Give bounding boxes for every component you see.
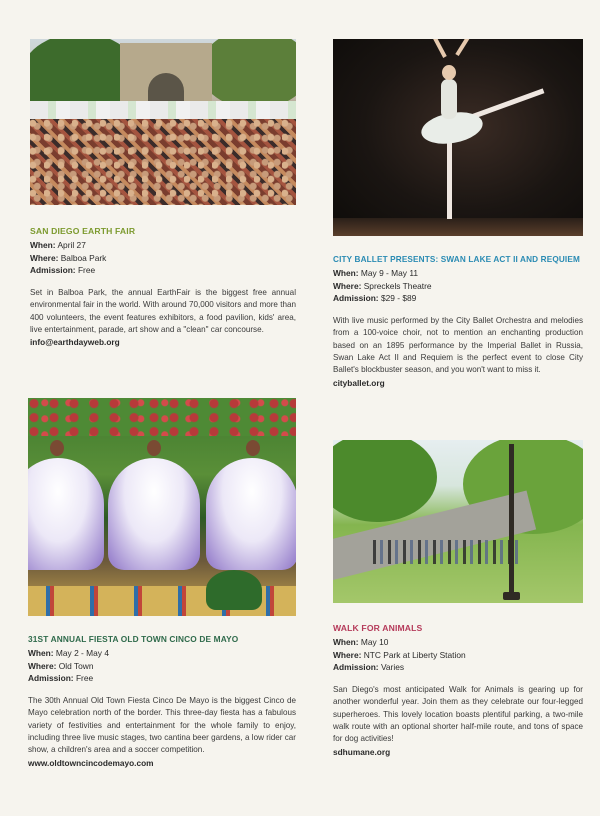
cinco-de-mayo-description: The 30th Annual Old Town Fiesta Cinco De Mayo is the biggest Cinco de Mayo celebration north of the border. This three-day fiesta has a fabulous variety of festivities and entertainment for the whole family to enjoy, including three live music stages, two cantina beer gardens, a low rider car show, a children's area and a soccer competition.: [28, 695, 296, 755]
cinco-de-mayo-admission: Free: [75, 673, 94, 684]
earth-fair-link[interactable]: info@earthdayweb.org: [30, 337, 120, 348]
event-city-ballet: [333, 39, 583, 388]
walk-for-animals-photo: [333, 440, 583, 603]
walk-for-animals-link[interactable]: sdhumane.org: [333, 746, 391, 757]
walk-for-animals-admission: Varies: [380, 662, 405, 673]
cinco-de-mayo-where: Old Town: [58, 660, 94, 671]
ballet-admission: $29 - $89: [380, 293, 417, 304]
event-walk-for-animals: [333, 440, 583, 757]
earth-fair-title: SAN DIEGO EARTH FAIR: [30, 226, 136, 236]
admission-label: Admission:: [30, 265, 76, 276]
when-label: When:: [333, 268, 359, 278]
when-label: When:: [333, 637, 359, 647]
where-label: Where:: [28, 660, 57, 671]
earth-fair-where: Balboa Park: [60, 252, 107, 263]
walk-for-animals-when: May 10: [360, 637, 389, 647]
ballet-description: With live music performed by the City Ballet Orchestra and melodies from a 100-voice choir, not to mention an enchanting production based on an 1895 performance by the Imperial Ballet in Russia, Swan Lake Act II and Requiem is the perfect event to close City Ballet's blockbuster season, and you won't want to miss it.: [333, 315, 583, 375]
cinco-de-mayo-when: May 2 - May 4: [55, 648, 109, 658]
event-cinco-de-mayo: [28, 398, 296, 768]
cinco-de-mayo-photo: [28, 398, 296, 616]
ballet-link[interactable]: cityballet.org: [333, 377, 385, 388]
walk-for-animals-title: WALK FOR ANIMALS: [333, 623, 423, 633]
walk-for-animals-description: San Diego's most anticipated Walk for Animals is gearing up for another wonderful year. Join them as they celebrate our four-legged superheroes. This lovely location boasts plentiful parking, a two-mile walk route with an optional shorter half-mile route, and tons of space for dog activities!: [333, 684, 583, 744]
admission-label: Admission:: [333, 293, 379, 304]
cinco-de-mayo-link[interactable]: www.oldtowncincodemayo.com: [28, 757, 154, 768]
ballet-where: Spreckels Theatre: [363, 280, 432, 291]
where-label: Where:: [30, 252, 59, 263]
event-earth-fair: [30, 39, 296, 347]
ballet-when: May 9 - May 11: [360, 268, 419, 278]
where-label: Where:: [333, 649, 362, 660]
ballet-title: CITY BALLET PRESENTS: SWAN LAKE ACT II AND REQUIEM: [333, 255, 580, 264]
earth-fair-description: Set in Balboa Park, the annual EarthFair is the biggest free annual environmental fair in the world. With around 70,000 visitors and more than 400 volunteers, the event features exhibitors, a food pavilion, kids' area, live entertainment, parade, art show and a "clean" car concourse.: [30, 287, 296, 334]
when-label: When:: [30, 240, 56, 250]
walk-for-animals-where: NTC Park at Liberty Station: [363, 649, 466, 660]
where-label: Where:: [333, 280, 362, 291]
when-label: When:: [28, 648, 54, 658]
admission-label: Admission:: [333, 662, 379, 673]
cinco-de-mayo-title: 31ST ANNUAL FIESTA OLD TOWN CINCO DE MAYO: [28, 634, 239, 644]
admission-label: Admission:: [28, 673, 74, 684]
ballet-photo: [333, 39, 583, 236]
earth-fair-photo: [30, 39, 296, 205]
earth-fair-admission: Free: [77, 265, 96, 276]
earth-fair-when: April 27: [57, 240, 86, 250]
